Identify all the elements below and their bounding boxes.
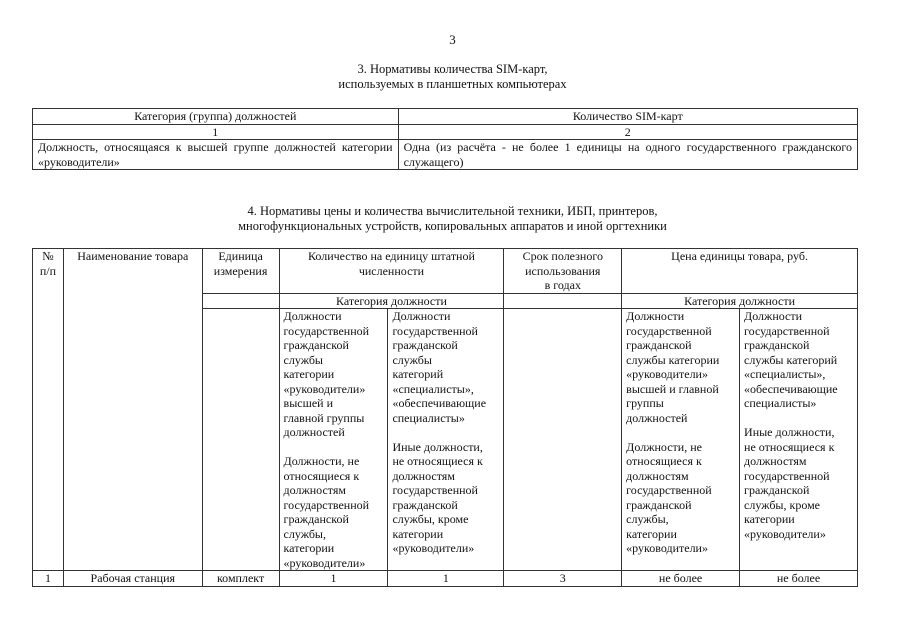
header-unit-price: Цена единицы товара, руб.: [622, 249, 858, 294]
price-category-specialists: Должности государственной гражданской службы категорий «специалисты», «обеспечивающие специалисты» Иные должности, не относящиеся к должностям государственной гражданской службы, кроме категории «руководители»: [740, 309, 858, 571]
section3-title-line2: используемых в планшетных компьютерах: [338, 77, 567, 91]
header-quantity: Количество на единицу штатной численности: [279, 249, 504, 294]
table-row: [33, 140, 858, 170]
header-number: № п/п: [33, 249, 64, 571]
price-category-label: Категория должности: [622, 293, 858, 309]
header-useful-life: Срок полезного использования в годах: [504, 249, 622, 294]
row-quantity-specialists: 1: [388, 571, 504, 587]
section4-title: [0, 204, 905, 234]
empty-cell: [202, 293, 279, 309]
row-useful-life: 3: [504, 571, 622, 587]
empty-cell: [202, 309, 279, 571]
row-item-name: Рабочая станция: [63, 571, 202, 587]
section4-title-line1: 4. Нормативы цены и количества вычислительной техники, ИБП, принтеров,: [247, 204, 658, 218]
page-number: 3: [449, 32, 456, 47]
column-number-1: 1: [33, 124, 399, 140]
table-header-row: [33, 109, 858, 125]
table-row: [33, 571, 858, 587]
row-sim-quantity: Одна (из расчёта - не более 1 единицы на одного государственного гражданского служащего): [398, 140, 857, 170]
column-number-2: 2: [398, 124, 857, 140]
sim-card-norms-table: [32, 108, 858, 170]
row-quantity-senior: 1: [279, 571, 388, 587]
quantity-category-senior: Должности государственной гражданской службы категории «руководители» высшей и главной группы должностей Должности, не относящиеся к должностям государственной гражданской службы, категории «руководители»: [279, 309, 388, 571]
row-unit: комплект: [202, 571, 279, 587]
price-category-senior: Должности государственной гражданской службы категории «руководители» высшей и главной группы должностей Должности, не относящиеся к должностям государственной гражданской службы, категории «руководители»: [622, 309, 740, 571]
header-sim-quantity: Количество SIM-карт: [398, 109, 857, 125]
empty-cell: [504, 309, 622, 571]
row-price-specialists: не более: [740, 571, 858, 587]
section3-title: [0, 62, 905, 92]
quantity-category-label: Категория должности: [279, 293, 504, 309]
section4-title-line2: многофункциональных устройств, копировальных аппаратов и иной оргтехники: [238, 219, 667, 233]
quantity-category-specialists: Должности государственной гражданской службы категорий «специалисты», «обеспечивающие специалисты» Иные должности, не относящиеся к должностям государственной гражданской службы, кроме категории «руководители»: [388, 309, 504, 571]
computer-equipment-norms-table: [32, 248, 858, 587]
empty-cell: [504, 293, 622, 309]
header-category: Категория (группа) должностей: [33, 109, 399, 125]
row-price-senior: не более: [622, 571, 740, 587]
column-number-row: [33, 124, 858, 140]
section3-title-line1: 3. Нормативы количества SIM-карт,: [357, 62, 548, 76]
header-unit: Единица измерения: [202, 249, 279, 294]
row-category: Должность, относящаяся к высшей группе должностей категории «руководители»: [33, 140, 399, 170]
row-number: 1: [33, 571, 64, 587]
header-item-name: Наименование товара: [63, 249, 202, 571]
table-header-row: [33, 249, 858, 294]
